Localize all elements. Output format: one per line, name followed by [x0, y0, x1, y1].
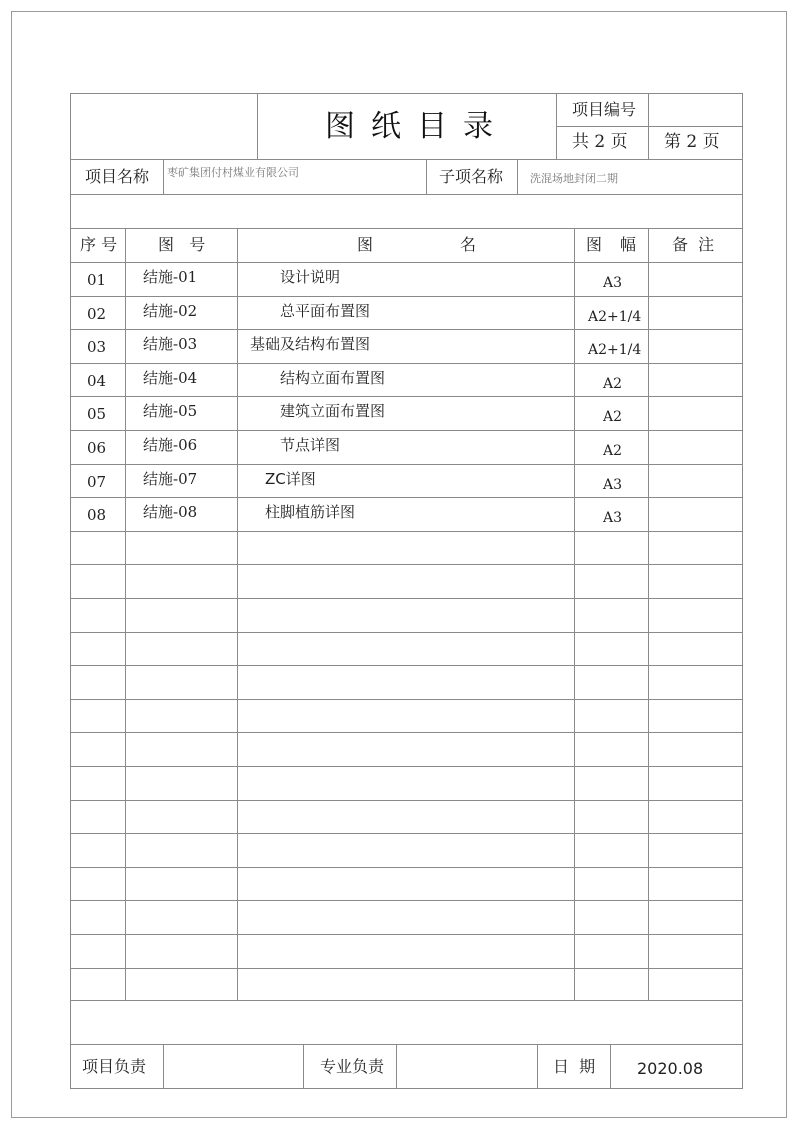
row-size: A3: [603, 477, 623, 493]
row-seq: 03: [87, 338, 107, 356]
row-seq: 05: [87, 405, 107, 423]
row-drawing-name: ZC详图: [265, 470, 316, 488]
row-divider: [70, 632, 743, 633]
column-header-drawing-no: 图 号: [158, 235, 206, 254]
footer-divider: [303, 1044, 304, 1089]
row-size: A2: [603, 376, 623, 392]
row-size: A2: [603, 409, 623, 425]
row-drawing-name: 设计说明: [280, 268, 341, 286]
row-size: A3: [603, 510, 623, 526]
total-pages: 共 2 页: [572, 132, 628, 152]
info-divider: [426, 159, 427, 194]
table-top-border: [70, 93, 743, 94]
project-no-label: 项目编号: [572, 100, 637, 119]
column-header-remark: 备 注: [672, 235, 715, 254]
row-divider: [70, 867, 743, 868]
sub-project-value: 洗混场地封闭二期: [530, 172, 618, 185]
row-divider: [70, 396, 743, 397]
header-divider: [257, 93, 258, 159]
column-header-drawing-name: 图: [357, 235, 374, 254]
row-divider: [70, 665, 743, 666]
column-divider: [574, 228, 575, 1001]
row-drawing-name: 结构立面布置图: [280, 369, 386, 387]
date-label: 日 期: [553, 1057, 596, 1076]
column-header-size: 图: [586, 235, 603, 254]
row-size: A3: [603, 275, 623, 291]
row-divider: [70, 800, 743, 801]
row-drawing-no: 结施-03: [143, 335, 198, 353]
row-seq: 07: [87, 473, 107, 491]
column-divider: [648, 228, 649, 1001]
row-drawing-name: 总平面布置图: [280, 302, 371, 320]
row-drawing-name: 柱脚植筋详图: [265, 503, 356, 521]
table-left-border: [70, 93, 71, 1089]
row-divider: [70, 497, 743, 498]
row-divider: [70, 833, 743, 834]
row-divider: [70, 363, 743, 364]
row-seq: 08: [87, 506, 107, 524]
row-drawing-name: 节点详图: [280, 436, 341, 454]
footer-divider: [70, 1044, 743, 1045]
column-header-seq: 序 号: [80, 235, 118, 254]
footer-divider: [396, 1044, 397, 1089]
row-size: A2+1/4: [588, 309, 642, 325]
row-drawing-name: 建筑立面布置图: [280, 402, 386, 420]
project-name-label: 项目名称: [85, 167, 150, 186]
table-bottom-border: [70, 1088, 743, 1089]
row-divider: [70, 430, 743, 431]
footer-divider: [163, 1044, 164, 1089]
row-divider: [70, 766, 743, 767]
page-title: 图纸目录: [325, 109, 509, 144]
footer-divider: [610, 1044, 611, 1089]
row-divider: [70, 968, 743, 969]
row-divider: [70, 296, 743, 297]
row-divider: [70, 598, 743, 599]
info-divider: [517, 159, 518, 194]
info-divider: [163, 159, 164, 194]
row-divider: [70, 900, 743, 901]
column-divider: [125, 228, 126, 1001]
row-drawing-no: 结施-07: [143, 470, 198, 488]
column-divider: [237, 228, 238, 1001]
row-drawing-no: 结施-06: [143, 436, 198, 454]
row-seq: 02: [87, 305, 107, 323]
row-drawing-name: 基础及结构布置图: [250, 335, 371, 353]
row-divider: [70, 934, 743, 935]
row-seq: 01: [87, 271, 107, 289]
row-drawing-no: 结施-08: [143, 503, 198, 521]
row-drawing-no: 结施-01: [143, 268, 198, 286]
row-seq: 04: [87, 372, 107, 390]
sub-project-label: 子项名称: [439, 167, 504, 186]
row-divider: [70, 699, 743, 700]
date-value: 2020.08: [637, 1059, 704, 1078]
footer-divider: [537, 1044, 538, 1089]
column-header-drawing-name: 名: [460, 235, 477, 254]
header-divider: [556, 126, 743, 127]
row-divider: [70, 262, 743, 263]
page-number: 第 2 页: [664, 132, 720, 152]
row-drawing-no: 结施-04: [143, 369, 198, 387]
header-divider: [70, 159, 743, 160]
discipline-lead-label: 专业负责: [320, 1057, 385, 1076]
column-header-top: [70, 228, 743, 229]
footer-divider: [70, 1000, 743, 1001]
row-divider: [70, 732, 743, 733]
row-divider: [70, 564, 743, 565]
project-name-value: 枣矿集团付村煤业有限公司: [167, 166, 299, 179]
row-divider: [70, 464, 743, 465]
row-divider: [70, 329, 743, 330]
row-seq: 06: [87, 439, 107, 457]
project-lead-label: 项目负责: [82, 1057, 147, 1076]
row-size: A2: [603, 443, 623, 459]
table-right-border: [742, 93, 743, 1089]
row-size: A2+1/4: [588, 342, 642, 358]
row-drawing-no: 结施-05: [143, 402, 198, 420]
row-divider: [70, 531, 743, 532]
info-divider: [70, 194, 743, 195]
column-header-size: 幅: [620, 235, 637, 254]
row-drawing-no: 结施-02: [143, 302, 198, 320]
